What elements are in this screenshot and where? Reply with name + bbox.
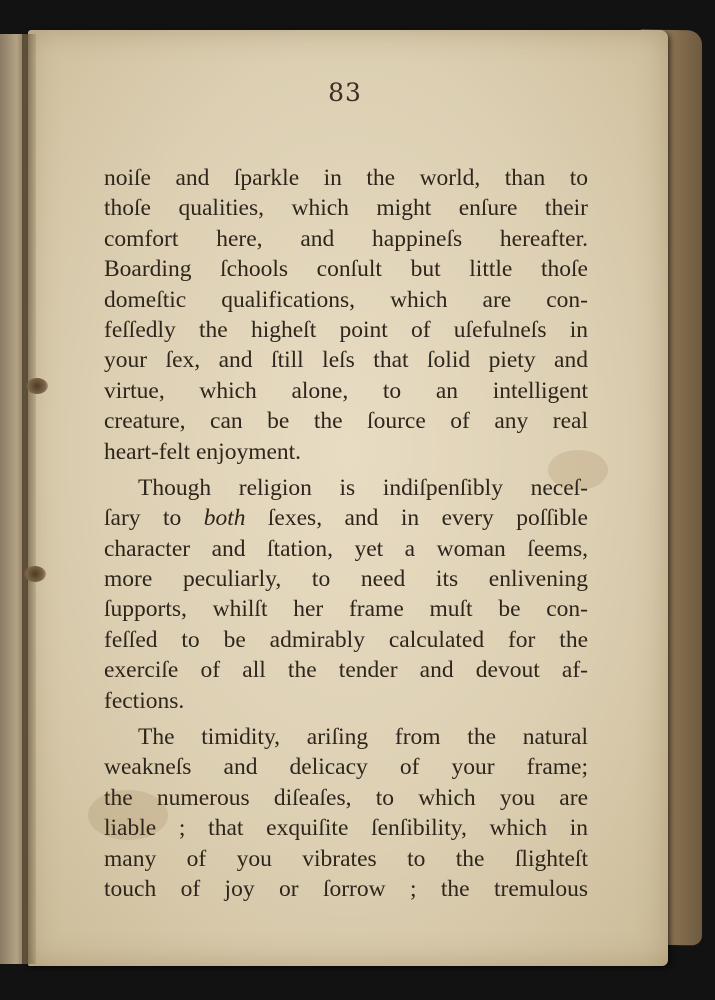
text-line: thoſe qualities, which might enſure their [104,195,588,222]
text-line: feſſed to be admirably calculated for the [104,626,588,653]
text-line: creature, can be the ſource of any real [104,408,588,435]
text-line: liable ; that exquiſite ſenſibility, which in [104,815,588,842]
text-line: Boarding ſchools conſult but little thoſe [104,256,588,283]
text-line: weakneſs and delicacy of your frame; [104,754,588,781]
text-line-mixed [104,503,588,533]
text-run: ſexes, and in every poſſible [267,505,588,532]
text-line: the numerous diſeaſes, to which you are [104,784,588,811]
text-line: touch of joy or ſorrow ; the tremulous [104,875,588,902]
stitch-hole [26,378,48,394]
body-text [104,163,588,904]
italic-word: both [203,505,246,532]
text-line: feſſedly the higheſt point of uſefulneſs in [104,316,588,343]
text-line: domeſtic qualifications, which are con- [104,286,588,313]
text-line: virtue, which alone, to an intelligent [104,377,588,404]
text-line: many of you vibrates to the ſlighteſt [104,845,588,872]
text-line: fections. [104,687,185,714]
text-line: noiſe and ſparkle in the world, than to [104,165,588,191]
text-line: Though religion is indiſpenſibly neceſ- [138,474,588,501]
text-line: ſupports, whilſt her frame muſt be con- [104,596,588,623]
text-line: comfort here, and happineſs hereafter. [104,225,588,252]
text-line: heart-felt enjoyment. [104,438,302,465]
text-line: more peculiarly, to need its enlivening [104,566,588,593]
text-line: The timidity, ariſing from the natural [138,724,588,751]
text-line: your ſex, and ſtill leſs that ſolid piety and [104,347,588,374]
text-line: exerciſe of all the tender and devout af- [104,657,588,684]
text-line: character and ſtation, yet a woman ſeems, [104,535,588,562]
paragraph-2 [104,473,588,716]
stitch-hole [24,566,46,582]
page-number: 83 [328,78,362,107]
text-run: ſary to [104,505,182,532]
binding-gutter [22,34,36,964]
paragraph-1 [104,163,588,467]
paragraph-3 [104,722,588,904]
